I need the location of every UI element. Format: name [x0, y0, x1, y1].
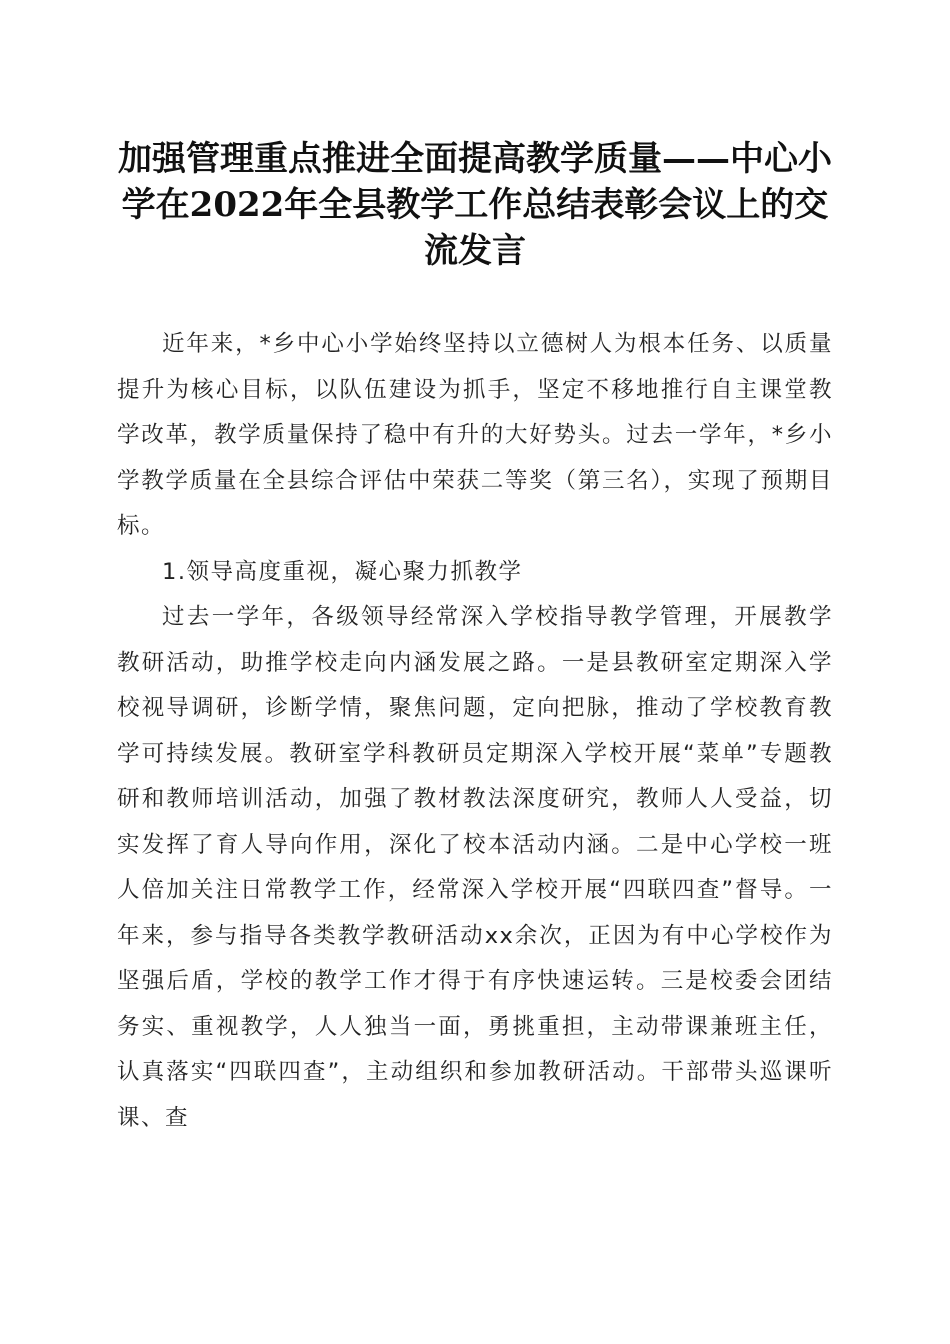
- intro-paragraph: 近年来，*乡中心小学始终坚持以立德树人为根本任务、以质量提升为核心目标，以队伍建设为抓手，坚定不移地推行自主课堂教学改革，教学质量保持了稳中有升的大好势头。过去一学年，*乡小学教学质量在全县综合评估中荣获二等奖（第三名），实现了预期目标。: [117, 331, 833, 539]
- document-title: 加强管理重点推进全面提高教学质量——中心小学在2022年全县教学工作总结表彰会议上的交流发言: [118, 139, 832, 271]
- document-body: [117, 322, 833, 1141]
- body-paragraph: 过去一学年，各级领导经常深入学校指导教学管理，开展教学教研活动，助推学校走向内涵发展之路。一是县教研室定期深入学校视导调研，诊断学情，聚焦问题，定向把脉，推动了学校教育教学可持续发展。教研室学科教研员定期深入学校开展“菜单”专题教研和教师培训活动，加强了教材教法深度研究，教师人人受益，切实发挥了育人导向作用，深化了校本活动内涵。二是中心学校一班人倍加关注日常教学工作，经常深入学校开展“四联四查”督导。一年来，参与指导各类教学教研活动xx余次，正因为有中心学校作为坚强后盾，学校的教学工作才得于有序快速运转。三是校委会团结务实、重视教学，人人独当一面，勇挑重担，主动带课兼班主任，认真落实“四联四查”，主动组织和参加教研活动。干部带头巡课听课、查: [117, 604, 833, 1131]
- section-heading: 1.领导高度重视，凝心聚力抓教学: [162, 558, 523, 585]
